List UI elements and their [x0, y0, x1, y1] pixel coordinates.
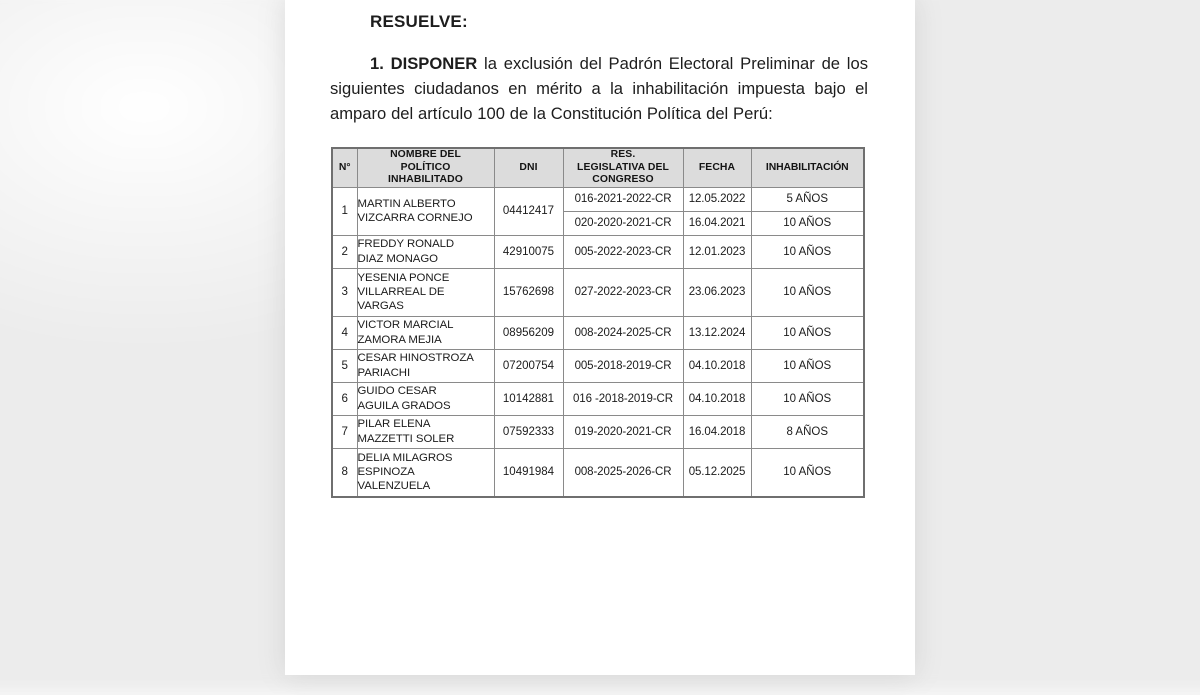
table-header [332, 148, 864, 187]
cell-disqualification: 10 AÑOS [751, 448, 864, 497]
document-page [285, 0, 915, 675]
cell-politician-name [357, 235, 494, 268]
table-row [332, 316, 864, 349]
name-line: VIZCARRA CORNEJO [357, 212, 473, 225]
cell-politician-name [357, 268, 494, 316]
column-header-date: FECHA [683, 148, 751, 187]
cell-date: 05.12.2025 [683, 448, 751, 497]
header-name-line-2: POLÍTICO [400, 161, 451, 173]
cell-disqualification: 10 AÑOS [751, 211, 864, 235]
name-line: PARIACHI [357, 366, 411, 379]
column-header-resolution [563, 148, 683, 187]
cell-date: 04.10.2018 [683, 349, 751, 382]
document-content [330, 0, 913, 675]
cell-number: 8 [332, 448, 357, 497]
cell-number: 1 [332, 187, 357, 235]
cell-date: 16.04.2018 [683, 415, 751, 448]
column-header-disqualification: INHABILITACIÓN [751, 148, 864, 187]
table-row [332, 349, 864, 382]
name-line: DELIA MILAGROS [357, 451, 453, 464]
name-line: PILAR ELENA [357, 418, 431, 431]
table-body [332, 187, 864, 497]
cell-politician-name [357, 316, 494, 349]
name-line: VILLARREAL DE [357, 286, 445, 299]
cell-resolution: 019-2020-2021-CR [563, 415, 683, 448]
cell-number: 2 [332, 235, 357, 268]
header-name-line-3: INHABILITADO [388, 174, 463, 186]
table-row [332, 448, 864, 497]
cell-number: 6 [332, 382, 357, 415]
cell-resolution: 027-2022-2023-CR [563, 268, 683, 316]
header-name-line-1: NOMBRE DEL [390, 149, 461, 160]
name-line: GUIDO CESAR [357, 385, 437, 398]
header-resolution-line-1: RES. [610, 149, 636, 160]
cell-date: 12.01.2023 [683, 235, 751, 268]
table-row [332, 187, 864, 211]
cell-dni: 10142881 [494, 382, 563, 415]
table-row [332, 382, 864, 415]
name-line: VICTOR MARCIAL [357, 319, 454, 332]
cell-dni: 08956209 [494, 316, 563, 349]
name-line: MARTIN ALBERTO [357, 197, 456, 210]
cell-resolution: 008-2024-2025-CR [563, 316, 683, 349]
cell-disqualification: 10 AÑOS [751, 268, 864, 316]
table-container [330, 126, 913, 498]
cell-number: 3 [332, 268, 357, 316]
table-row [332, 235, 864, 268]
cell-politician-name [357, 415, 494, 448]
disqualified-politicians-table [331, 147, 865, 498]
page-title: RESUELVE: [370, 12, 468, 31]
cell-date: 23.06.2023 [683, 268, 751, 316]
cell-resolution: 005-2022-2023-CR [563, 235, 683, 268]
cell-resolution: 005-2018-2019-CR [563, 349, 683, 382]
table-row [332, 415, 864, 448]
column-header-name [357, 148, 494, 187]
cell-number: 4 [332, 316, 357, 349]
cell-disqualification: 10 AÑOS [751, 382, 864, 415]
cell-disqualification: 8 AÑOS [751, 415, 864, 448]
cell-date: 04.10.2018 [683, 382, 751, 415]
disposition-paragraph [330, 32, 868, 126]
name-line: AGUILA GRADOS [357, 399, 451, 412]
cell-dni: 15762698 [494, 268, 563, 316]
cell-disqualification: 10 AÑOS [751, 349, 864, 382]
cell-date: 16.04.2021 [683, 211, 751, 235]
cell-dni: 07200754 [494, 349, 563, 382]
header-resolution-line-3: CONGRESO [592, 174, 654, 186]
name-line: ESPINOZA [357, 466, 415, 479]
cell-dni: 10491984 [494, 448, 563, 497]
cell-politician-name [357, 448, 494, 497]
name-line: CESAR HINOSTROZA [357, 352, 474, 365]
name-line: YESENIA PONCE [357, 271, 450, 284]
name-line: FREDDY RONALD [357, 238, 455, 251]
paragraph-body: la exclusión del Padrón Electoral Preliminar de los siguientes ciudadanos en mérito a la inhabilitación impuesta bajo el amparo del artículo 100 de la Constitución Política del Perú: [330, 54, 868, 123]
cell-politician-name [357, 187, 494, 235]
cell-dni: 42910075 [494, 235, 563, 268]
cell-date: 12.05.2022 [683, 187, 751, 211]
paragraph-number: 1. [370, 54, 384, 73]
cell-number: 5 [332, 349, 357, 382]
table-header-row [332, 148, 864, 187]
cell-politician-name [357, 349, 494, 382]
header-resolution-line-2: LEGISLATIVA DEL [577, 161, 669, 173]
name-line: DIAZ MONAGO [357, 252, 438, 265]
table-row [332, 268, 864, 316]
cell-date: 13.12.2024 [683, 316, 751, 349]
cell-disqualification: 5 AÑOS [751, 187, 864, 211]
cell-dni: 04412417 [494, 187, 563, 235]
cell-politician-name [357, 382, 494, 415]
name-line: VALENZUELA [357, 480, 431, 493]
cell-resolution: 008-2025-2026-CR [563, 448, 683, 497]
cell-disqualification: 10 AÑOS [751, 316, 864, 349]
cell-resolution: 016 -2018-2019-CR [563, 382, 683, 415]
column-header-number: N° [332, 148, 357, 187]
cell-disqualification: 10 AÑOS [751, 235, 864, 268]
paragraph-lead-word: DISPONER [390, 54, 478, 73]
cell-dni: 07592333 [494, 415, 563, 448]
column-header-dni: DNI [494, 148, 563, 187]
name-line: ZAMORA MEJIA [357, 333, 442, 346]
cell-resolution: 020-2020-2021-CR [563, 211, 683, 235]
name-line: VARGAS [357, 300, 404, 313]
name-line: MAZZETTI SOLER [357, 432, 455, 445]
cell-resolution: 016-2021-2022-CR [563, 187, 683, 211]
cell-number: 7 [332, 415, 357, 448]
